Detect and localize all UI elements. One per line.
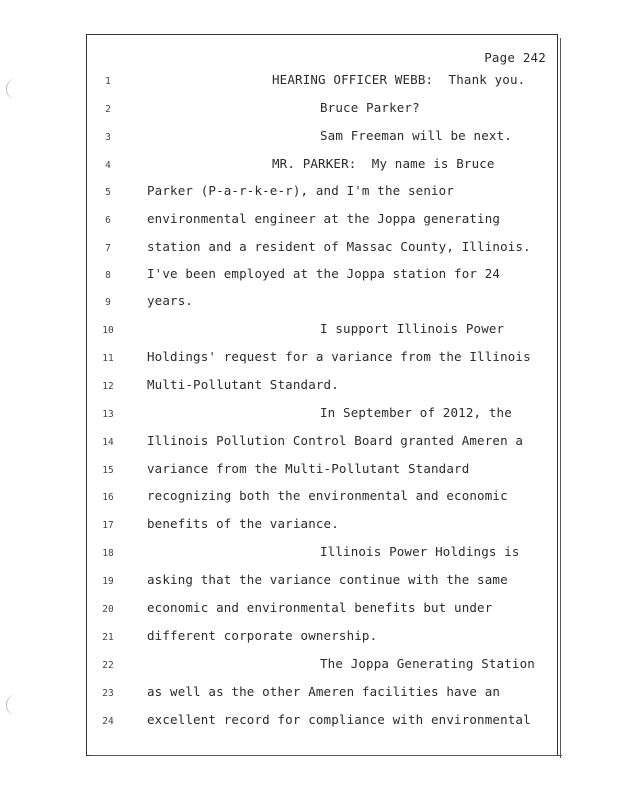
- line-number: 10: [102, 325, 114, 336]
- line-number: 9: [105, 297, 111, 308]
- transcript-line: [0, 293, 618, 313]
- line-number: 20: [102, 604, 114, 615]
- line-number: 21: [102, 632, 114, 643]
- transcript-line: [0, 544, 618, 564]
- line-text: I've been employed at the Joppa station for 24: [147, 266, 501, 281]
- line-number: 7: [105, 243, 111, 254]
- line-number: 4: [105, 160, 111, 171]
- transcript-line: [0, 211, 618, 231]
- transcript-line: [0, 156, 618, 176]
- line-text: excellent record for compliance with environmental: [147, 712, 531, 727]
- transcript-line: [0, 516, 618, 536]
- line-text: In September of 2012, the: [320, 405, 512, 420]
- line-number: 24: [102, 716, 114, 727]
- page-number: Page 242: [484, 50, 546, 65]
- line-text: Bruce Parker?: [320, 100, 420, 115]
- line-number: 11: [102, 353, 114, 364]
- line-text: Holdings' request for a variance from the Illinois: [147, 349, 531, 364]
- line-number: 15: [102, 465, 114, 476]
- transcript-line: [0, 349, 618, 369]
- line-text: HEARING OFFICER WEBB: Thank you.: [272, 72, 526, 87]
- line-number: 14: [102, 437, 114, 448]
- line-text: Parker (P-a-r-k-e-r), and I'm the senior: [147, 183, 455, 198]
- line-number: 18: [102, 548, 114, 559]
- line-number: 12: [102, 381, 114, 392]
- line-text: benefits of the variance.: [147, 516, 339, 531]
- transcript-line: [0, 377, 618, 397]
- line-text: different corporate ownership.: [147, 628, 378, 643]
- transcript-line: [0, 628, 618, 648]
- transcript-line: [0, 100, 618, 120]
- line-number: 17: [102, 520, 114, 531]
- line-text: Illinois Power Holdings is: [320, 544, 520, 559]
- line-number: 5: [105, 187, 111, 198]
- line-text: variance from the Multi-Pollutant Standard: [147, 461, 470, 476]
- line-number: 8: [105, 270, 111, 281]
- transcript-line: [0, 600, 618, 620]
- line-number: 23: [102, 688, 114, 699]
- line-text: as well as the other Ameren facilities have an: [147, 684, 501, 699]
- line-text: recognizing both the environmental and economic: [147, 488, 508, 503]
- line-text: asking that the variance continue with the same: [147, 572, 508, 587]
- transcript-line: [0, 239, 618, 259]
- line-number: 13: [102, 409, 114, 420]
- line-text: station and a resident of Massac County, Illinois.: [147, 239, 531, 254]
- transcript-line: [0, 405, 618, 425]
- line-text: MR. PARKER: My name is Bruce: [272, 156, 495, 171]
- line-number: 6: [105, 215, 111, 226]
- line-number: 1: [105, 76, 111, 87]
- transcript-line: [0, 461, 618, 481]
- line-text: environmental engineer at the Joppa generating: [147, 211, 501, 226]
- transcript-line: [0, 321, 618, 341]
- line-text: years.: [147, 293, 194, 308]
- page-frame-shadow-bottom: [90, 755, 562, 759]
- line-text: The Joppa Generating Station: [320, 656, 535, 671]
- line-number: 22: [102, 660, 114, 671]
- line-text: I support Illinois Power: [320, 321, 505, 336]
- transcript-line: [0, 488, 618, 508]
- transcript-line: [0, 712, 618, 732]
- line-text: Multi-Pollutant Standard.: [147, 377, 339, 392]
- line-number: 16: [102, 492, 114, 503]
- line-number: 19: [102, 576, 114, 587]
- line-text: economic and environmental benefits but under: [147, 600, 493, 615]
- line-number: 2: [105, 104, 111, 115]
- transcript-line: [0, 684, 618, 704]
- transcript-line: [0, 266, 618, 286]
- transcript-line: [0, 433, 618, 453]
- transcript-line: [0, 656, 618, 676]
- transcript-line: [0, 72, 618, 92]
- transcript-line: [0, 128, 618, 148]
- line-number: 3: [105, 132, 111, 143]
- line-text: Illinois Pollution Control Board granted Ameren a: [147, 433, 524, 448]
- line-text: Sam Freeman will be next.: [320, 128, 512, 143]
- transcript-line: [0, 572, 618, 592]
- transcript-line: [0, 183, 618, 203]
